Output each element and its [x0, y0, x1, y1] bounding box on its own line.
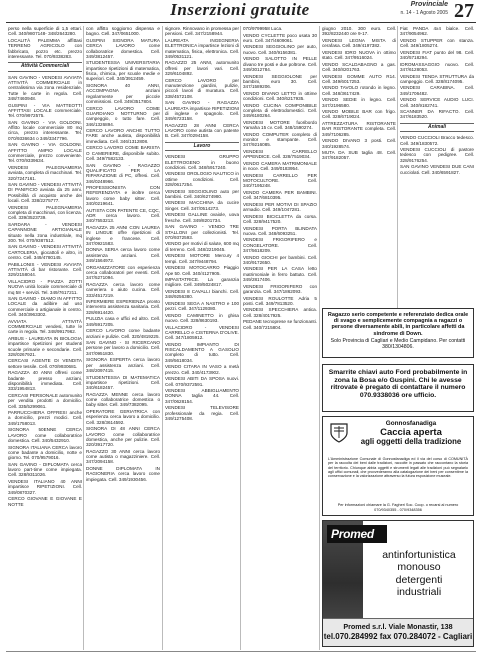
column-divider [240, 26, 241, 650]
listing: CERCO GIOVANE E GIOVANE E NOTTE [8, 496, 82, 507]
listing: RAGAZZO 28 ANNI CERCA LAVORO come autista con patente B. Cell. 347/0294158. [165, 122, 239, 139]
listing: VENDO CUCCIOLI Bracco tedesco. Cell. 349/1830572. [400, 135, 474, 146]
listing: RAGAZZA 40 ANNI offresi come badante presso anziani, disponibilità immediata. Cell. 333/1954813. [8, 370, 82, 392]
listing: VENDESI MOTORE fuoribordo Yamaha 15 cv. Cell. 348/1590274. [243, 119, 317, 131]
listing: SCANNER DA RIFACTO. Cell. 347/6183520. [400, 109, 474, 120]
footer-rule [6, 651, 476, 652]
listing: 070/9799958 Luca. [243, 26, 283, 31]
listing: SAN GAVINO - RAGAZZO QUALIFICATO PER LA RIPARAZIONE di PC, offresi. Cell. 346/0248966. [86, 162, 160, 184]
listing: VENDO CAMINETTO in ghisa nuovo. Cell. 328/8630193. [165, 312, 239, 324]
listing: CERCO LAVORO come badante anziani e pulizie. Cell. 320/4819225. [86, 328, 160, 339]
listing: SIGNORA DI 48 ANNI CERCA LAVORO come collaboratrice domestica, anche per pulizie. Cell. 320/3917720. [86, 426, 160, 448]
listing: VENDESI TENDA STRUTTURA da campeggio. Cell. 328/8174095. [400, 73, 474, 84]
ad-title: Caccia aperta [380, 427, 442, 438]
listing: VENDESI IDRO NUOVA in ottimo stato. Cell. 347/9516024. [322, 49, 396, 61]
listing: LAUREATA INGEGNERIA ELETTRONICA impartisce lezioni di matematica, fisica, elettronica. Cell. 349/0531121. [165, 37, 239, 59]
listing: VILLACIDRO - VENDESI CARRELLO e CISTERNA D'OLIVE. Cell. 347/1805912. [165, 324, 239, 341]
coat-of-arms-icon [328, 422, 350, 444]
listing: STUDENTESSA UNIVERSITARIA impartisce ripetizioni di matematica, fisica, chimica, per scuole medie e superiori. Cell. 340/3912459. [86, 60, 160, 82]
listing: PARRUCCHIERA OFFRESI anche a domicilio, prezzi modici. Cell. 349/1758013. [8, 410, 82, 426]
listing: GUSPINI SIGNORA MATURA CERCA LAVORO come collaboratrice domestica. Cell. 349/3812457. [86, 37, 160, 59]
listing: VENDESI GRUPPO ELETTROGENO in buono condizioni. Cell. 348/5917240. [165, 154, 239, 170]
listing: VENDESI PORTA BLINDATA nuova. Cell. 348/6093251. [243, 225, 317, 236]
listing: SAN GAVINO - VIA GOLDONI. Affitto locale commerciale 80 mq circa, prezzo interessante. Tel. 070/9336634 o 349/3347796. [8, 119, 82, 141]
listing: Fiat PANDA 4x4 bialce. Cell. 347/9054962. [400, 26, 474, 37]
section-heading-lavoro: Lavoro [165, 142, 239, 151]
listing: MUTA DA SUB taglia 48. Cell. 347/9182057. [322, 150, 396, 161]
ad-box-promed [322, 520, 474, 647]
publication-name: Provinciale [410, 1, 448, 8]
listing: SAN GAVINO VENDESI DUE CANI cucciolati. Cell. 340/6591827. [400, 164, 474, 175]
section-heading-animali: Animali [400, 123, 474, 132]
listing: VENDESI TELEVISORE professionale da regia. Cell. 349/1275408. [165, 405, 239, 421]
promed-address: Promed s.r.l. Viale Monastir, 138 [343, 622, 453, 631]
classifieds-column-4 [243, 26, 317, 650]
column-divider [319, 26, 320, 650]
listing: INFERMIERE ESPERIENZA pronto intervento assistenza sanitaria. Cell. 328/6914420. [86, 299, 160, 315]
listing: VENDO DIVANO 3 posti. Cell. 340/1928574. [322, 138, 396, 149]
listing: VENDESI SEGA A NASTRO e 100 pezzi. Cell. 347/1129380. [165, 300, 239, 312]
listing: SARDARA - VENDESI CAPANNONE ARTIGIANALE situato nella zona industriale, mq 200. Tel. 070/9387512. [8, 221, 82, 243]
listing: perso nella superficie di 1,5 ettari. Cell. 340/9807148- 348/2643280. [8, 26, 82, 37]
listing: ORGANIZZATORE con esperienza cerca collaboratori per eventi. Cell. 347/5271094. [86, 264, 160, 281]
listing: PEDANE tecnoprese se funzionanti. Cell. 340/7215804. [243, 319, 317, 330]
classifieds-column-2 [86, 26, 160, 650]
listing: AVVIATA ATTIVITÀ COMMERCIALE vendesi, tutte le carte in regola. Tel. 348/9917962. [8, 318, 82, 335]
listing: VENDO IMPIANTO DI RISCALDAMENTO A GASOLIO completo di tutto. Cell. 349/5618034. [165, 341, 239, 363]
classifieds-column-6 [400, 26, 474, 308]
classifieds-column-3 [165, 26, 239, 650]
listing: VENDESI SEGGIOLINO auto per bambini. Cell. 340/6274980. [165, 188, 239, 199]
listing: VENDESI BICICLETTA da corsa. Cell. 328/9417520. [243, 213, 317, 224]
listing: VENDO COMPUTER completo di monitor e stampante. Cell. 347/9216085. [243, 131, 317, 148]
listing: SAN GAVINO - RAGAZZA LAUREATA impartisce RIPETIZIONI di inglese e spagnolo. Cell. 349/6723158. [165, 100, 239, 122]
listing: PABILLONIS - VENDESI AVVIATA ATTIVITÀ di bar ristorante. Cell. 329/2158044. [8, 261, 82, 278]
listing: SAN GAVINO - SI RICERCANO persone per lavoro a domicilio. Cell. 347/0951830. [86, 340, 160, 356]
listing: signore. Rinnovano in promessa per pensioni. Cell. 347/2158944. [165, 26, 239, 37]
section-heading-commerciali: Attività Commerciali [8, 62, 82, 71]
ad-box-lost-keys [322, 364, 474, 412]
listing: VENDESI SEGGIOLINO per auto, nuovo. Cell. 340/9156381. [243, 44, 317, 55]
listing: VENDESI CARRELLO PER MOTOCULTORE. Cell. 340/7195248. [243, 172, 317, 189]
page-title: Inserzioni gratuite [170, 0, 310, 19]
listing: giugno 2010. 300 euro. Cell. 392/8232440 ore 9-17. [322, 26, 396, 37]
listing: VENDO CYCLETTE poco usata 30 euro. Cell. 347/4609061. [243, 32, 317, 43]
listing: SIGNORA ITALIANA CERCA lavoro come badante a domicilio, notte e giorno. Tel. 070/9579016. [8, 444, 82, 461]
ad-box-gonnosfanadiga [322, 416, 474, 516]
listing: con affitto soggiorno dispensa e bagno. Cell. 347/0651000. [86, 26, 160, 37]
listing: VENDESI SPECCHIERA antica. Cell. 328/4017925. [243, 307, 317, 318]
listing: CERCO LAVORO ANCHE TUTTO FARE anche autista, disponibilità immediata. Cell. 346/1312808. [86, 128, 160, 144]
listing: VENDESI PER LA CASA letto matrimoniale in ferro battuto. Cell. 349/2817406. [243, 266, 317, 283]
listing: SAN GAVINO - VIA GOLDONI. AFFITTO AMPIO LOCALE commerciale, prezzo conveniente. Tel. 070/9339634. [8, 142, 82, 164]
listing: PULIZIA casa e uffici ed altro. Cell. 349/5917205. [86, 316, 160, 327]
listing: VENDESI MOTOCARRO Piaggio Ape 50. Cell. 340/4127905. [165, 265, 239, 276]
listing: RAGAZZA 25 ANNI CON LAUREA IN LINGUE offre ripetizioni di inglese e francese. Cell. 347/0921583. [86, 224, 160, 246]
listing: VENDO CAMERA PER BAMBINI. Cell. 347/6810395. [243, 189, 317, 201]
ad-footer: Solo Provincia di Cagliari e Medio Campidano. Per contatti 380/1304806. [330, 337, 466, 351]
listing: SIGNORA 50ENNE CERCA LAVORO come collaboratrice domestica. Cell. 340/5432910. [8, 427, 82, 443]
column-divider [162, 26, 163, 650]
listing: VENDESI ABITI DA SPOSA nuovi. Cell. 070/9372591. [165, 376, 239, 387]
listing: VILLACIDRO - PIAZZA ZOTTI NUOVA unità locale commerciale di mq 58 + servizi. Tel. 349/7617211. [8, 278, 82, 295]
column-divider [83, 26, 84, 650]
listing: VENDESI CARABINA. Cell. 349/1706482. [400, 85, 474, 96]
listing: VENDESI MOTORE Mercury 4 tempi. Cell. 347/9448794. [165, 253, 239, 264]
listing: CERCO LAVORO per manutenzione giardini, pulizie, piccoli lavori di muratura. Cell. 338/4572108. [165, 77, 239, 99]
ad-box-companionship [322, 308, 474, 358]
listing: DONNE DIPLOMATA IN RAGIONERIA cerca lavoro come impiegata. Cell. 349/1930456. [86, 465, 160, 482]
masthead [0, 0, 482, 24]
listing: ARBUS - LAUREATA IN BIOLOGIA impartisce ripetizioni per studenti scuole primarie e secondarie. Cell. 328/0267921. [8, 335, 82, 357]
listing: STUDENTESSA DI MATEMATICA impartisce ripetizioni. Cell. 340/6182457. [86, 374, 160, 391]
slogan-line: antinfortunistica [382, 549, 456, 561]
listing: DONNA SERIA cerca lavoro come assistenza anziani. Cell. 349/1564972. [86, 247, 160, 264]
listing: VENDESI PER MOTIVI DI SPAZIO armadio. Cell. 349/1047281. [243, 201, 317, 213]
ad-heading [353, 420, 469, 447]
listing: VENDESI ROULOTTE Adria 5 posti. Cell. 349/7813520. [243, 295, 317, 306]
column-divider [397, 26, 398, 308]
slogan-line: detergenti [395, 573, 443, 586]
listing: SIGNORA 40 ANNI, ACCOMPAGNA anziani regolarmente per piccole commissioni. Cell. 349/3517804. [86, 83, 160, 105]
listing: VENDESI GALLINE ovaiole, uova fresche. Cell. 349/8201734. [165, 212, 239, 223]
listing: VENDESI PALEGNAMERIA completa di macchinari, con licenza. Cell. 339/3523739. [8, 204, 82, 221]
listing: VENDO per motivi di salute, 600 mq di terreno. Cell. 348/2219045. [165, 241, 239, 252]
listing: VENDO TAVOLO rotondo in legno. Cell. 348/3617429. [322, 85, 396, 96]
promed-contact-bar [323, 618, 473, 646]
page-number: 27 [454, 0, 474, 22]
listing: SAN GAVINO - VENDESI ATTIVITÀ DI PANIFICIO avviata da 25 anni. Possibilità di acquisto anche dei locali. Cell. 338/2275777. [8, 182, 82, 204]
listing: IMPASTATRICE. La garanzia migliore. Cell. 349/5024817. [165, 277, 239, 288]
listing: RAGAZZA MENNE cerca lavoro come collaboratrice domestica o baby sitter. Cell. 349/7382095. [86, 391, 160, 408]
slogan-line: monouso [397, 561, 441, 574]
listing: VENDESI ABBIGLIAMENTO DONNA taglia 44. Cell. 347/0628154. [165, 388, 239, 404]
listing: SAN GAVINO - DIAMO IN AFFITTO LOCALE da adibire ad uso commerciale o artigianale in centro. Cell. 340/3963302. [8, 296, 82, 318]
ad-subtitle: agli oggetti della tradizione [360, 437, 462, 446]
listing: VENDESI SEGGIOLONE per bambini, euro 30. Cell. 347/1589206. [243, 73, 317, 90]
listing: RAGAZZA cerca lavoro come cameriera o aiuto cucina. Cell. 333/4517219. [86, 281, 160, 298]
listing: VENDESI CARRELLO APPENDICE. Cell. 328/7519034. [243, 148, 317, 160]
listing: VENDESI CUCCIOLI di pastore tedesco con pedigree. Cell. 328/9176254. [400, 147, 474, 163]
listing: SAN GAVINO - VENDESI ATTIVITÀ CARTOLERIA, giocattoli e altro, in centro. Cell. 349/4780145. [8, 244, 82, 261]
listing: VENDESI MACCHINA da cucire Singer. Cell. 347/0514273. [165, 200, 239, 211]
listing: SAN GAVINO - VENDESI AVVIATA ATTIVITÀ COMMERCIALE in centralissima via zona residenziale. Tutte le carte in regola. Cell. 348/7460948. [8, 74, 82, 101]
ad-body: L'Amministrazione Comunale di Gonnosfanadiga ed il via del corso di COMUNITÀ per la raccolta dei beni dalle tradizioni, raccolte in passato che raccontano la storia del territorio. Chiunque abbia oggetti e strumenti legati alle tradizioni può segnalarlo agli uffici comunali, che provvederanno alla catalogazione dei beni per consentirne la conservazione e la valorizzazione attraverso la futura esposizione museale. [328, 457, 468, 479]
listing: VENDESI FRIGORIFERO con garanzia. Cell. 347/1862093. [243, 283, 317, 295]
listing: VENDO CITARA IN VASO a metà prezzo. Cell. 340/4173902. [165, 364, 239, 375]
classifieds-column-1 [8, 26, 82, 650]
listing: VENDESI ITALIANO 40 ANNI impartisce RIPETIZIONI. Cell. 349/0870327. [8, 478, 82, 495]
listing: SIGNORA ESPERTA cerca lavoro per assistenza anziani. Cell. 348/2097415. [86, 357, 160, 373]
listing: SAN GAVINO - DIPLOMATA cerca lavoro part-time come impiegata. Cell. 328/9311026. [8, 461, 82, 478]
listing: VENDO MOBILE BAR con frigo. Cell. 328/6719024. [322, 109, 396, 120]
header-rule [6, 22, 476, 23]
listing: VENDO SALOTTO IN PELLE divano tre posti e due poltrone. Cell. 349/3012784. [243, 56, 317, 72]
listing: VENDESI FIAT punto del 98. Cell. 340/5718294. [400, 49, 474, 61]
promed-slogan [369, 549, 469, 599]
listing: IDROMASSAGGIO nuovo. Cell. 347/6128053. [400, 61, 474, 72]
ad-text: Ragazzo serio competente e referenziato dedica orale di svago e semplicemente compagnia a ragazzi o persone diversamente abili, in particolare affetti da sindrome di Down. [327, 312, 469, 337]
listing: PROFESSIONISTA CON REFERENZIATA e inoltre cerca lavoro come baby sitter. Cell. 340/0219641. [86, 185, 160, 207]
listing: CERCO LAVORO COME GUARDIANO NOTTURNO per campeggio, o tutto fare. Cell. 346/1326894. [86, 105, 160, 127]
listing: VENDESI GOMME AUTO R14. Cell. 349/6017253. [322, 73, 396, 84]
municipality-name: Gonnosfanadiga [385, 420, 437, 427]
listing: VENDO CAMERA MATRIMONIALE in noce. Cell. 349/0183954. [243, 160, 317, 172]
ad-footer: Per informazioni chiamare la G. Fagheri Soc. Coop. o recarsi al numero 070/9340355 - 070/9348356 [337, 503, 459, 512]
classifieds-column-5 [322, 26, 396, 308]
listing: CERCASI AGENTE DI VENDITA settore tessile. Cell. 070/9930681. [8, 358, 82, 369]
promed-phone: tel.070.284992 fax 070.284072 - Cagliari [323, 632, 473, 641]
listing: VENDO GIOCHI per bambini. Cell. 340/9172650. [243, 254, 317, 265]
listing: OPERATORE GERIATRICA con esperienza cerca lavoro a domicilio. Cell. 328/3614592. [86, 408, 160, 425]
listing: SAN GAVINO - VENDO TRE STALLONI per collezionisti. Tel. 070/9372593. [165, 224, 239, 240]
listing: ATTREZZATURA RISTORANTE BAR RISTORANTE completa. Cell. 349/7106285. [322, 121, 396, 137]
listing: RAGAZZO 30 ANNI cerca lavoro come autista o magazziniere. Cell. 347/2094158. [86, 448, 160, 465]
listing: CERCASI PERSONALE automunito per vendita prodotti a domicilio. Cell. 335/5299061. [8, 392, 82, 409]
listing: RAGAZZO 25 ANNI, automunito offresi per lavori vari. Cell. 329/6104892. [165, 60, 239, 77]
listing: VENDESI 8 CAVALLI bianchi. Cell. 348/9256380. [165, 288, 239, 300]
listing: VENDO SERVICE AUDIO LUCI. Cell. 340/9182741. [400, 97, 474, 108]
slogan-line: industriali [396, 586, 442, 599]
promed-logo: Promed [327, 525, 387, 543]
listing: VENDESI FRIGORIFERO e CONGELATORE. Cell. 347/5618209. [243, 237, 317, 254]
issue-date: n. 14 - 1 Agosto 2005 [400, 10, 448, 16]
listing: GUSPINI - VIA MATTEOTTI AFFITTASI LOCALE commerciale. Tel. 070/9972575. [8, 102, 82, 119]
listing: VENDESI LEGNA MISTA di cerafasa. Cell. 349/4197382. [322, 37, 396, 49]
listing: LOCALITÀ PALEMMA affittasi TERRENO AGRICOLO con fabbricato, pozzo etc. prezzo interessante. Tel. 070/9338283. [8, 37, 82, 59]
listing: VENDO SEDIE in legno. Cell. 347/2196580. [322, 97, 396, 108]
listing: VENDO SCALDABAGNO a gas. Cell. 340/8201763. [322, 61, 396, 72]
listing: VENDO DIVANO LETTO in ottime condizioni. Cell. 340/6217935. [243, 90, 317, 102]
listing: VENDO CUCINA COMPONIBILE completa di elettrodomestici. Cell. 349/6180264. [243, 102, 317, 119]
ad-text: Smarrite chiavi auto Ford probabilmente in zona la Bosa e/o Guspini. Chi le avesse ritrovate è pregato di contattare il numero 070.9338036 ore ufficio. [328, 369, 468, 399]
listing: VENDO STUPPER con stanza. Cell. 349/1805274. [400, 37, 474, 49]
listing: CERCO LAVORO COME BARISTA O CAMERIERE, disponibile subito. Cell. 349/7582133. [86, 145, 160, 162]
listing: AUTISTA CON PATENTE CE, CQC, ADR cerca lavoro. Cell. 340/7553213. [86, 207, 160, 224]
listing: VENDESI OROLOGIO NAUTICO in ottime condizioni. Cell. 328/0617254. [165, 171, 239, 188]
listing: VENDESI PALEGNAMERIA avviata, completa di macchinari. Tel. 320/7247161. [8, 164, 82, 181]
